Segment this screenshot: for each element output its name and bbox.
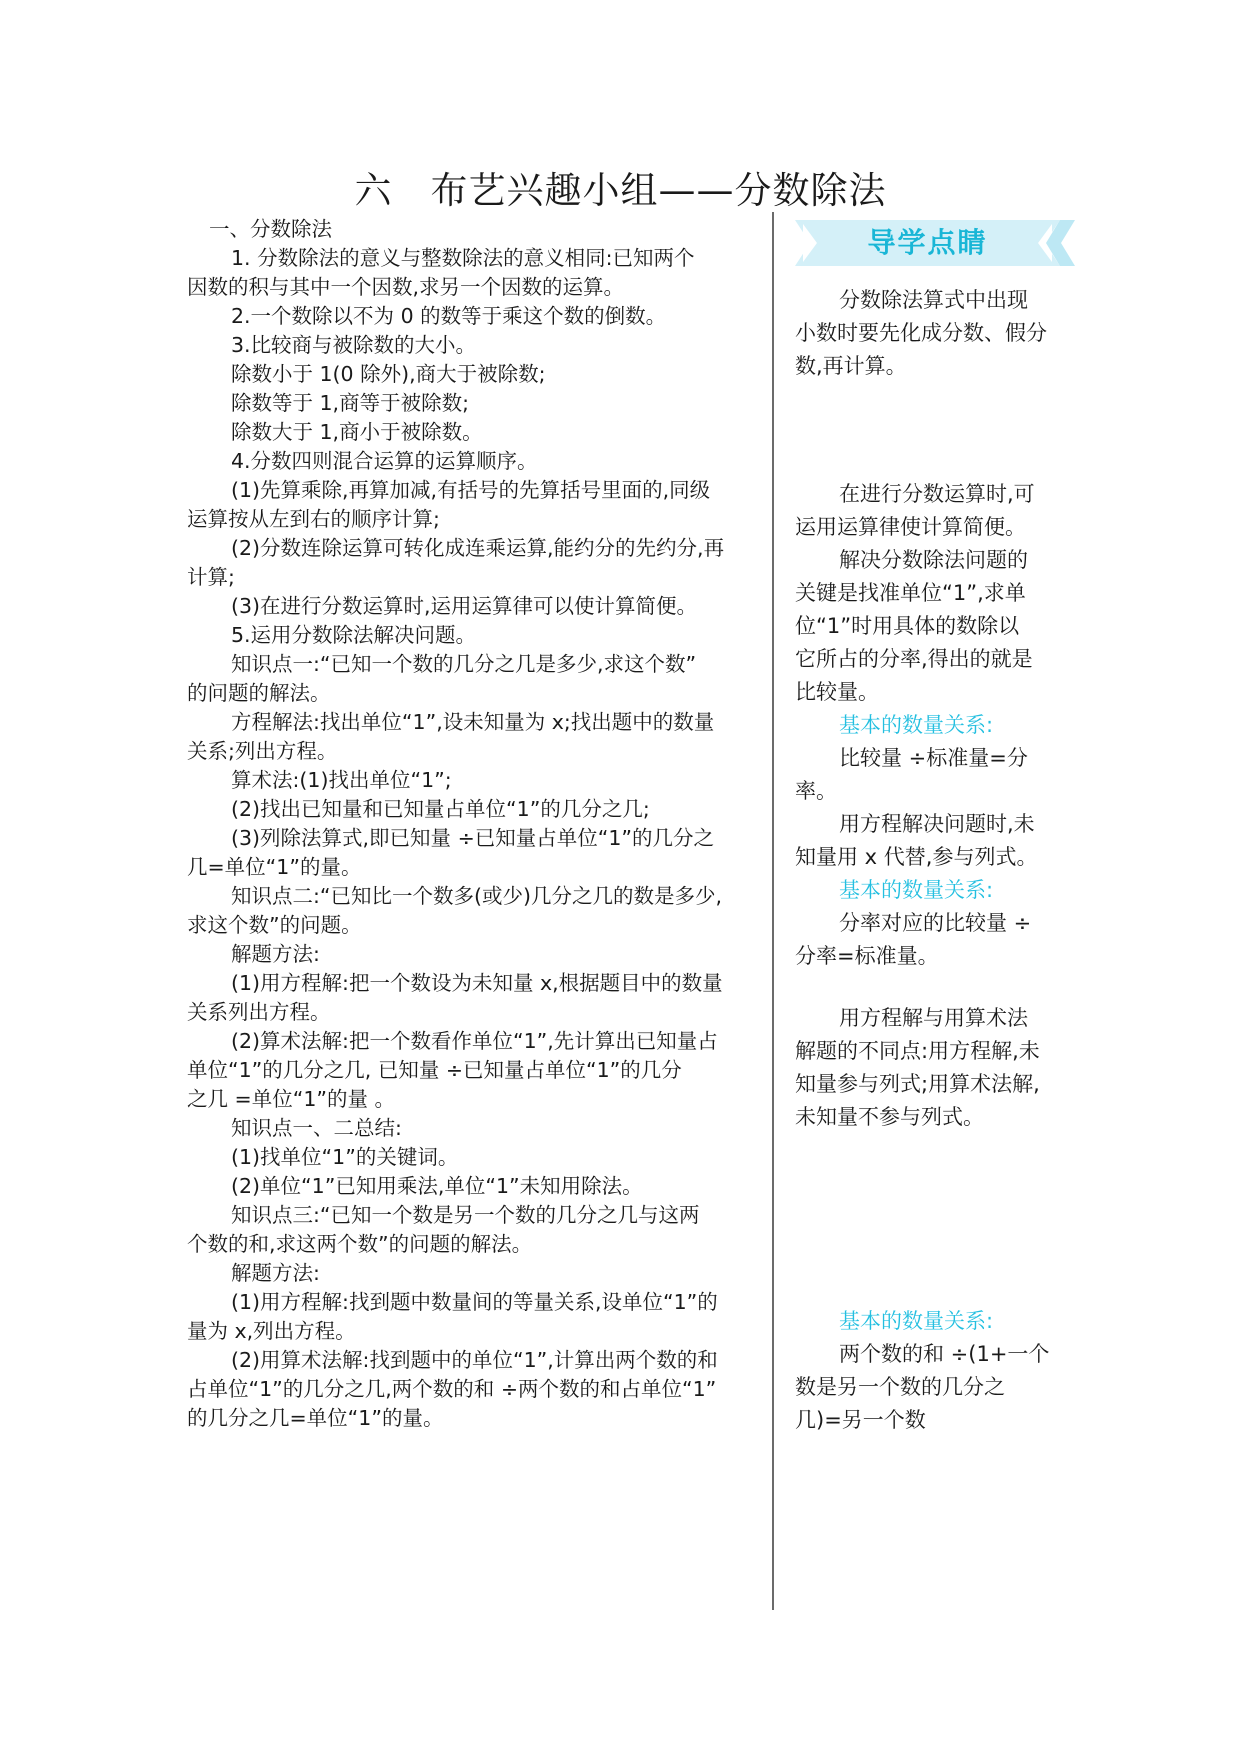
sidebar-banner bbox=[795, 220, 1075, 266]
sidebar-note-4 bbox=[795, 1305, 1060, 1437]
text-line: 占单位“1”的几分之几,两个数的和 ÷两个数的和占单位“1” bbox=[187, 1377, 717, 1401]
note-line: 它所占的分率,得出的就是 bbox=[795, 647, 1033, 671]
note-line: 比较量。 bbox=[795, 680, 879, 704]
note-line: 数,再计算。 bbox=[795, 354, 907, 378]
note-line: 分率对应的比较量 ÷ bbox=[839, 911, 1032, 935]
text-line: 1. 分数除法的意义与整数除法的意义相同:已知两个 bbox=[231, 246, 695, 270]
text-line: 解题方法: bbox=[231, 942, 320, 966]
text-line: 2.一个数除以不为 0 的数等于乘这个数的倒数。 bbox=[231, 304, 667, 328]
column-divider bbox=[772, 212, 774, 1610]
note-line: 率。 bbox=[795, 779, 837, 803]
note-line: 数是另一个数的几分之 bbox=[795, 1375, 1005, 1399]
note-line: 未知量不参与列式。 bbox=[795, 1105, 984, 1129]
note-line: 在进行分数运算时,可 bbox=[839, 482, 1035, 506]
text-line: 除数等于 1,商等于被除数; bbox=[231, 391, 469, 415]
note-line: 解题的不同点:用方程解,未 bbox=[795, 1039, 1040, 1063]
note-line: 用方程解与用算术法 bbox=[839, 1006, 1028, 1030]
text-line: 关系;列出方程。 bbox=[187, 739, 338, 763]
text-line: 解题方法: bbox=[231, 1261, 320, 1285]
note-line: 小数时要先化成分数、假分 bbox=[795, 321, 1047, 345]
text-line: 关系列出方程。 bbox=[187, 1000, 331, 1024]
note-line: 比较量 ÷标准量=分 bbox=[839, 746, 1028, 770]
note-line: 位“1”时用具体的数除以 bbox=[795, 614, 1020, 638]
main-content bbox=[187, 215, 757, 1433]
text-line: 除数小于 1(0 除外),商大于被除数; bbox=[231, 362, 546, 386]
note-line: 运用运算律使计算简便。 bbox=[795, 515, 1026, 539]
note-line: 用方程解决问题时,未 bbox=[839, 812, 1035, 836]
sidebar bbox=[795, 220, 1060, 1432]
text-line: (2)用算术法解:找到题中的单位“1”,计算出两个数的和 bbox=[231, 1348, 718, 1372]
note-line: 知量用 x 代替,参与列式。 bbox=[795, 845, 1038, 869]
text-line: 的问题的解法。 bbox=[187, 681, 331, 705]
sidebar-note-2 bbox=[795, 478, 1060, 973]
text-line: 几=单位“1”的量。 bbox=[187, 855, 362, 879]
note-subheading: 基本的数量关系: bbox=[839, 1309, 994, 1333]
note-line: 两个数的和 ÷(1+一个 bbox=[839, 1342, 1050, 1366]
note-line: 知量参与列式;用算术法解, bbox=[795, 1072, 1040, 1096]
sidebar-note-3 bbox=[795, 1002, 1060, 1134]
text-line: 计算; bbox=[187, 565, 235, 589]
sidebar-note-1 bbox=[795, 284, 1060, 383]
text-line: 3.比较商与被除数的大小。 bbox=[231, 333, 477, 357]
text-line: (1)用方程解:把一个数设为未知量 x,根据题目中的数量 bbox=[231, 971, 723, 995]
text-line: 运算按从左到右的顺序计算; bbox=[187, 507, 440, 531]
text-line: 知识点二:“已知比一个数多(或少)几分之几的数是多少, bbox=[231, 884, 723, 908]
text-line: 求这个数”的问题。 bbox=[187, 913, 362, 937]
text-line: 知识点三:“已知一个数是另一个数的几分之几与这两 bbox=[231, 1203, 700, 1227]
section-heading: 一、分数除法 bbox=[209, 217, 332, 241]
text-line: (2)分数连除运算可转化成连乘运算,能约分的先约分,再 bbox=[231, 536, 725, 560]
note-line: 几)=另一个数 bbox=[795, 1408, 926, 1432]
note-subheading: 基本的数量关系: bbox=[839, 713, 994, 737]
text-line: (2)算术法解:把一个数看作单位“1”,先计算出已知量占 bbox=[231, 1029, 718, 1053]
text-line: 4.分数四则混合运算的运算顺序。 bbox=[231, 449, 538, 473]
text-line: 的几分之几=单位“1”的量。 bbox=[187, 1406, 444, 1430]
text-line: 量为 x,列出方程。 bbox=[187, 1319, 356, 1343]
text-line: 单位“1”的几分之几, 已知量 ÷已知量占单位“1”的几分 bbox=[187, 1058, 682, 1082]
text-line: 因数的积与其中一个因数,求另一个因数的运算。 bbox=[187, 275, 625, 299]
text-line: 算术法:(1)找出单位“1”; bbox=[231, 768, 452, 792]
text-line: 方程解法:找出单位“1”,设未知量为 x;找出题中的数量 bbox=[231, 710, 715, 734]
text-line: 知识点一:“已知一个数的几分之几是多少,求这个数” bbox=[231, 652, 697, 676]
banner-title: 导学点睛 bbox=[867, 226, 988, 259]
note-line: 分数除法算式中出现 bbox=[839, 288, 1028, 312]
text-line: (1)用方程解:找到题中数量间的等量关系,设单位“1”的 bbox=[231, 1290, 718, 1314]
note-subheading: 基本的数量关系: bbox=[839, 878, 994, 902]
text-line: 个数的和,求这两个数”的问题的解法。 bbox=[187, 1232, 533, 1256]
text-line: 除数大于 1,商小于被除数。 bbox=[231, 420, 483, 444]
text-line: 5.运用分数除法解决问题。 bbox=[231, 623, 477, 647]
text-line: (1)先算乘除,再算加减,有括号的先算括号里面的,同级 bbox=[231, 478, 711, 502]
page-title: 六 布艺兴趣小组——分数除法 bbox=[354, 169, 887, 212]
text-line: 之几 =单位“1”的量 。 bbox=[187, 1087, 395, 1111]
text-line: (3)在进行分数运算时,运用运算律可以使计算简便。 bbox=[231, 594, 698, 618]
note-line: 解决分数除法问题的 bbox=[839, 548, 1028, 572]
text-line: 知识点一、二总结: bbox=[231, 1116, 402, 1140]
text-line: (1)找单位“1”的关键词。 bbox=[231, 1145, 459, 1169]
text-line: (3)列除法算式,即已知量 ÷已知量占单位“1”的几分之 bbox=[231, 826, 715, 850]
text-line: (2)找出已知量和已知量占单位“1”的几分之几; bbox=[231, 797, 650, 821]
note-line: 分率=标准量。 bbox=[795, 944, 939, 968]
note-line: 关键是找准单位“1”,求单 bbox=[795, 581, 1026, 605]
text-line: (2)单位“1”已知用乘法,单位“1”未知用除法。 bbox=[231, 1174, 643, 1198]
